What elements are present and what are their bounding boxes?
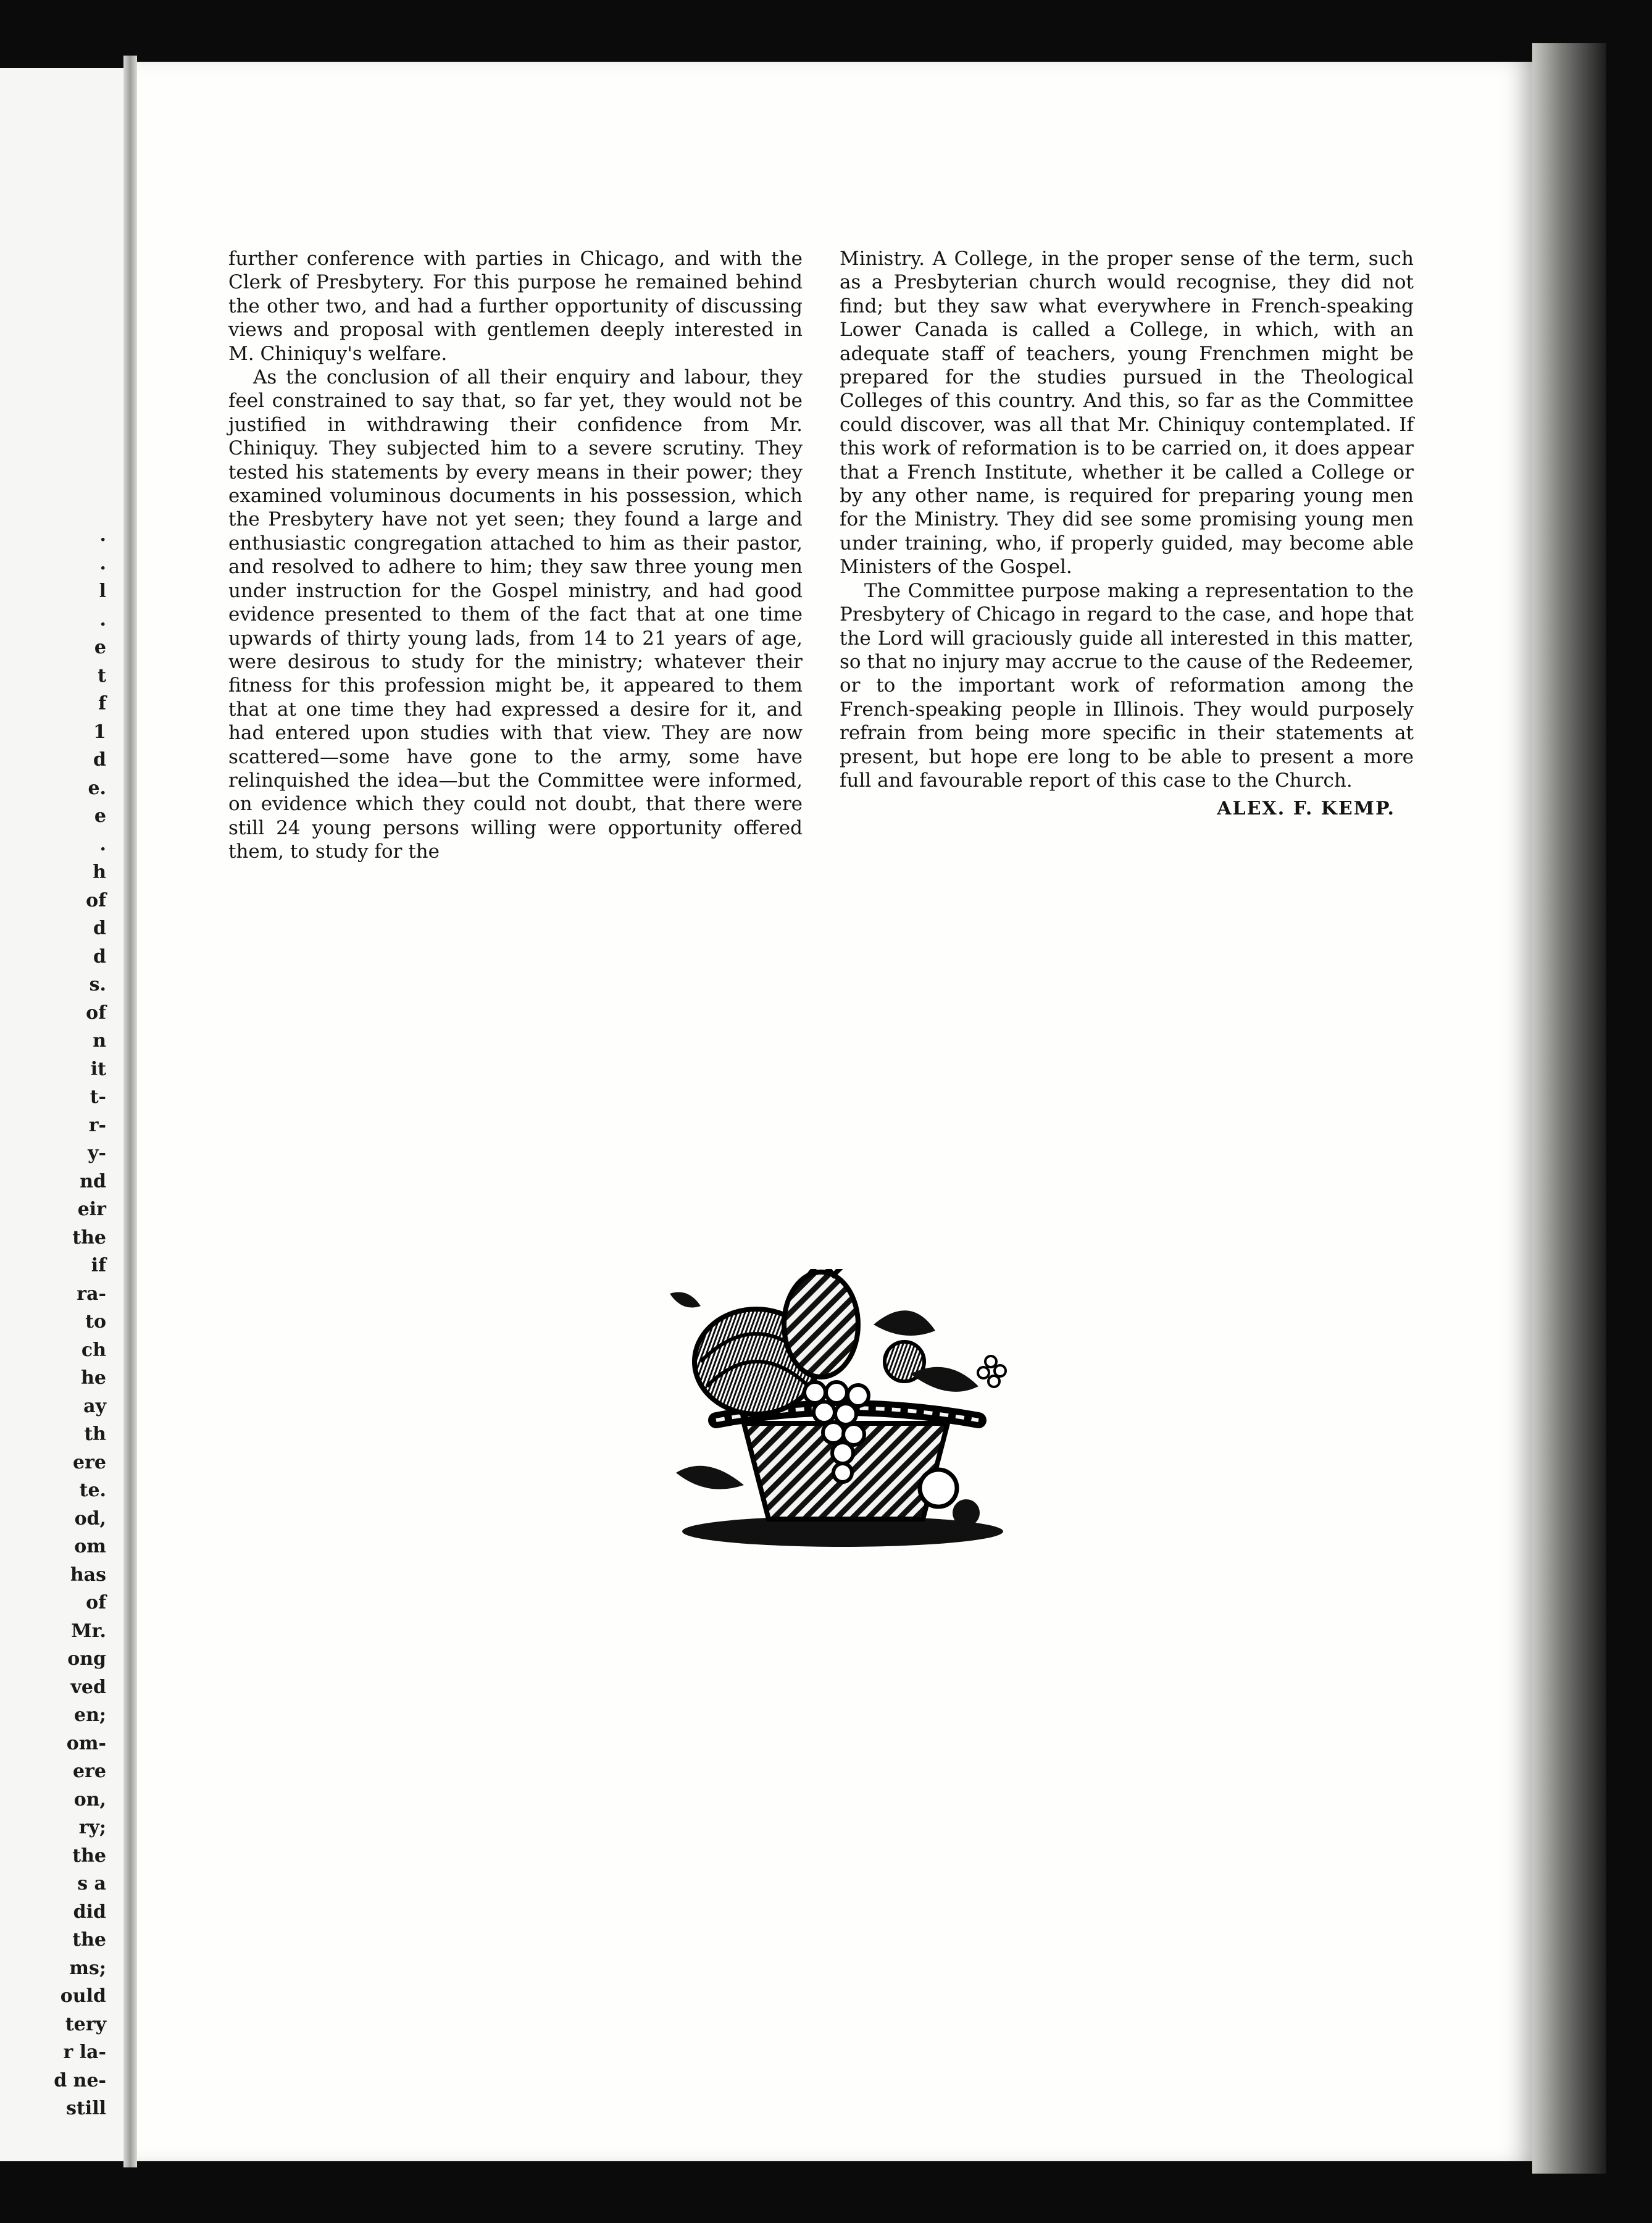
author-signature: ALEX. F. KEMP. [1217, 798, 1395, 820]
facing-page-fragment: d [93, 945, 106, 968]
article-column-right [840, 247, 1414, 821]
article-column-left [228, 247, 803, 864]
facing-page-fragment: r- [88, 1114, 106, 1136]
facing-page-fragment: th [84, 1423, 106, 1445]
facing-page-fragment: ry; [78, 1817, 106, 1838]
facing-page-fragment: e [94, 805, 106, 827]
facing-page-fragment: n [93, 1030, 106, 1052]
facing-page-fragment: s. [89, 974, 106, 995]
facing-page-fragment: has [70, 1564, 106, 1586]
facing-page-fragment: of [86, 1002, 106, 1024]
facing-page-fragment: y- [88, 1142, 106, 1164]
facing-page-fragment: the [72, 1844, 106, 1867]
facing-page-fragment: ra- [77, 1283, 106, 1305]
paragraph: The Committee purpose making a representation to the Presbytery of Chicago in regard to the case, and hope that the Lord will graciously guide all interested in this matter, so that no injury may accrue to the cause of the Redeemer, or to the important work of reformation among the French-speaking people in Illinois. They would purposely refrain from being more specific in their statements at present, but hope ere long to be able to present a more full and favourable report of this case to the Church. [840, 579, 1414, 792]
facing-page-fragment: ere [73, 1451, 106, 1473]
facing-page-fragment: the [72, 1929, 106, 1951]
facing-page-fragment: 1 [93, 721, 106, 743]
facing-page-fragment: l [99, 580, 106, 602]
facing-page-fragment: r la- [63, 2041, 106, 2063]
facing-page-fragment: h [93, 861, 106, 883]
facing-page-edge [0, 68, 123, 2161]
facing-page-fragment: e [94, 637, 106, 658]
facing-page-fragment: of [86, 889, 106, 911]
facing-page-fragment: e. [88, 777, 106, 799]
facing-page-fragment: f [98, 693, 106, 714]
paragraph: further conference with parties in Chicago, and with the Clerk of Presbytery. For this purpose he remained behind the other two, and had a further opportunity of discussing views and proposal with gentlemen deeply interested in M. Chiniquy's welfare. [228, 248, 803, 365]
facing-page-fragment: tery [65, 2013, 106, 2035]
page-gutter [123, 56, 137, 2167]
facing-page-fragment: on, [73, 1788, 106, 1811]
facing-page-fragment: did [73, 1901, 106, 1923]
facing-page-fragment: to [85, 1311, 106, 1333]
facing-page-fragment: . [99, 833, 106, 855]
fruit-basket-engraving-icon [657, 1269, 1037, 1550]
facing-page-fragment: od, [74, 1507, 106, 1530]
facing-page-fragment: s a [77, 1873, 106, 1894]
facing-page-fragment: still [66, 2098, 106, 2119]
facing-page-fragment: om- [66, 1732, 106, 1754]
facing-page-fragment: ong [67, 1648, 106, 1670]
facing-page-fragment: d [93, 749, 106, 771]
facing-page-fragment: of [86, 1592, 106, 1614]
facing-page-fragment: d ne- [54, 2069, 106, 2091]
facing-page-fragment: . [99, 524, 106, 546]
facing-page-fragment: t- [90, 1086, 106, 1108]
facing-page-fragment: ved [70, 1676, 106, 1698]
facing-page-fragment: he [81, 1367, 106, 1389]
facing-page-fragment: d [93, 918, 106, 939]
facing-page-fragment: nd [80, 1170, 106, 1192]
article-body [228, 247, 1426, 1019]
facing-page-fragment: . [99, 608, 106, 630]
facing-page-fragment: eir [77, 1199, 106, 1220]
page-right-edge-shadow [1532, 43, 1606, 2174]
facing-page-fragment: te. [79, 1480, 106, 1501]
facing-page-fragment: it [90, 1058, 106, 1080]
facing-page-fragment: Mr. [71, 1620, 106, 1642]
facing-page-fragment: . [99, 552, 106, 574]
facing-page-fragment: ms; [69, 1957, 106, 1979]
facing-page-fragment: en; [74, 1704, 106, 1726]
paragraph: As the conclusion of all their enquiry and labour, they feel constrained to say that, so far yet, they would not be justified in withdrawing their confidence from Mr. Chiniquy. They subjected him to a severe scrutiny. They tested his statements by every means in their power; they examined voluminous documents in his possession, which the Presbytery have not yet seen; they found a large and enthusiastic congregation attached to him as their pastor, and resolved to adhere to him; they saw three young men under instruction for the Gospel ministry, and had good evidence presented to them of the fact that at one time upwards of thirty young lads, from 14 to 21 years of age, were desirous to study for the ministry; whatever their fitness for this profession might be, it appeared to them that at one time they had expressed a desire for it, and had entered upon studies with that view. They are now scattered—some have gone to the army, some have relinquished the idea—but the Committee were informed, on evidence which they could not doubt, that there were still 24 young persons willing were opportunity offered them, to study for the [228, 366, 803, 863]
facing-page-fragment: ay [83, 1395, 106, 1417]
facing-page-fragment: t [98, 664, 106, 687]
facing-page-fragment: ould [60, 1985, 106, 2007]
facing-page-fragment: ch [81, 1339, 106, 1361]
paragraph: Ministry. A College, in the proper sense of the term, such as a Presbyterian church would recognise, they did not find; but they saw what everywhere in French-speaking Lower Canada is called a College, in which, with an adequate staff of teachers, young Frenchmen might be prepared for the studies pursued in the Theological Colleges of this country. And this, so far as the Committee could discover, was all that Mr. Chiniquy contemplated. If this work of reformation is to be carried on, it does appear that a French Institute, whether it be called a College or by any other name, is required for preparing young men for the Ministry. They did see some promising young men under training, who, if properly guided, may become able Ministers of the Gospel. [840, 248, 1414, 579]
facing-page-fragment: ere [73, 1760, 106, 1782]
facing-page-fragment: the [72, 1226, 106, 1249]
facing-page-text-fragments [0, 68, 123, 2161]
facing-page-fragment: if [91, 1255, 106, 1276]
facing-page-fragment: om [74, 1536, 106, 1557]
